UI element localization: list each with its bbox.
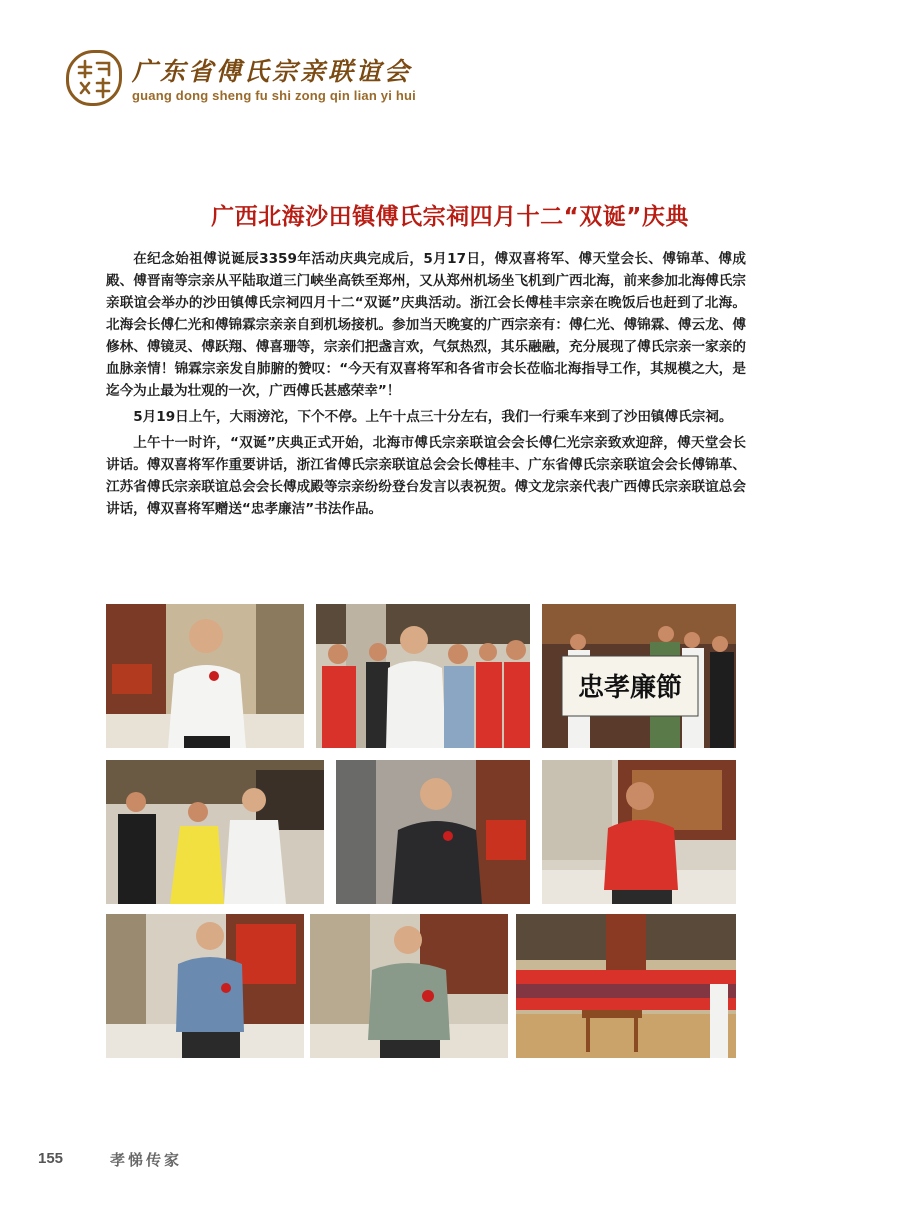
seal-logo-icon <box>66 50 122 106</box>
photo-group-speaker <box>316 604 530 748</box>
photo-calligraphy-gift <box>542 604 736 748</box>
paragraph: 上午十一时许，“双诞”庆典正式开始，北海市傅氏宗亲联谊会会长傅仁光宗亲致欢迎辞，傅天堂会长讲话。傅双喜将军作重要讲话，浙江省傅氏宗亲联谊总会会长傅桂丰、广东省傅氏宗亲联谊会会长傅锦革、江苏省傅氏宗亲联谊总会会长傅成殿等宗亲纷纷登台发言以表祝贺。傅文龙宗亲代表广西傅氏宗亲联谊总会讲话，傅双喜将军赠送“忠孝廉洁”书法作品。 <box>106 435 746 517</box>
photo-crowd-ceremony <box>516 914 736 1058</box>
section-title: 孝悌传家 <box>110 1151 183 1169</box>
calligraphy-text: 忠孝廉節 <box>577 673 683 703</box>
photo-speaker-grey-shirt <box>310 914 508 1058</box>
paragraph: 在纪念始祖傅说诞辰3359年活动庆典完成后，5月17日，傅双喜将军、傅天堂会长、傅锦革、傅成殿、傅晋南等宗亲从平陆取道三门峡坐高铁至郑州，又从郑州机场坐飞机到广西北海，前来参加北海傅氏宗亲联谊会举办的沙田镇傅氏宗祠四月十二“双诞”庆典活动。浙江会长傅桂丰宗亲在晚饭后也赶到了北海。北海会长傅仁光和傅锦霖宗亲亲自到机场接机。参加当天晚宴的广西宗亲有：傅仁光、傅锦霖、傅云龙、傅修林、傅镜灵、傅跃翔、傅喜珊等，宗亲们把盏言欢，气氛热烈，其乐融融，充分展现了傅氏宗亲一家亲的血脉亲情！锦霖宗亲发自肺腑的赞叹：“今天有双喜将军和各省市会长莅临北海指导工作，其规模之大，是迄今为止最为壮观的一次，广西傅氏甚感荣幸”！ <box>106 251 746 399</box>
article-body <box>106 248 746 524</box>
photo-speaker-white-shirt <box>106 604 304 748</box>
photo-speaker-blue-shirt <box>106 914 304 1058</box>
photo-host-and-speaker <box>106 760 324 904</box>
paragraph: 5月19日上午，大雨滂沱，下个不停。上午十点三十分左右，我们一行乘车来到了沙田镇傅氏宗祠。 <box>133 409 733 425</box>
photo-speaker-red-shirt <box>542 760 736 904</box>
article-title: 广西北海沙田镇傅氏宗祠四月十二“双诞”庆典 <box>211 204 689 230</box>
org-name: 广东省傅氏宗亲联谊会 <box>132 57 413 86</box>
photo-speaker-dark-shirt <box>336 760 530 904</box>
org-pinyin: guang dong sheng fu shi zong qin lian yi hui <box>132 88 416 103</box>
page-number: 155 <box>38 1150 64 1167</box>
page-header <box>66 50 486 112</box>
